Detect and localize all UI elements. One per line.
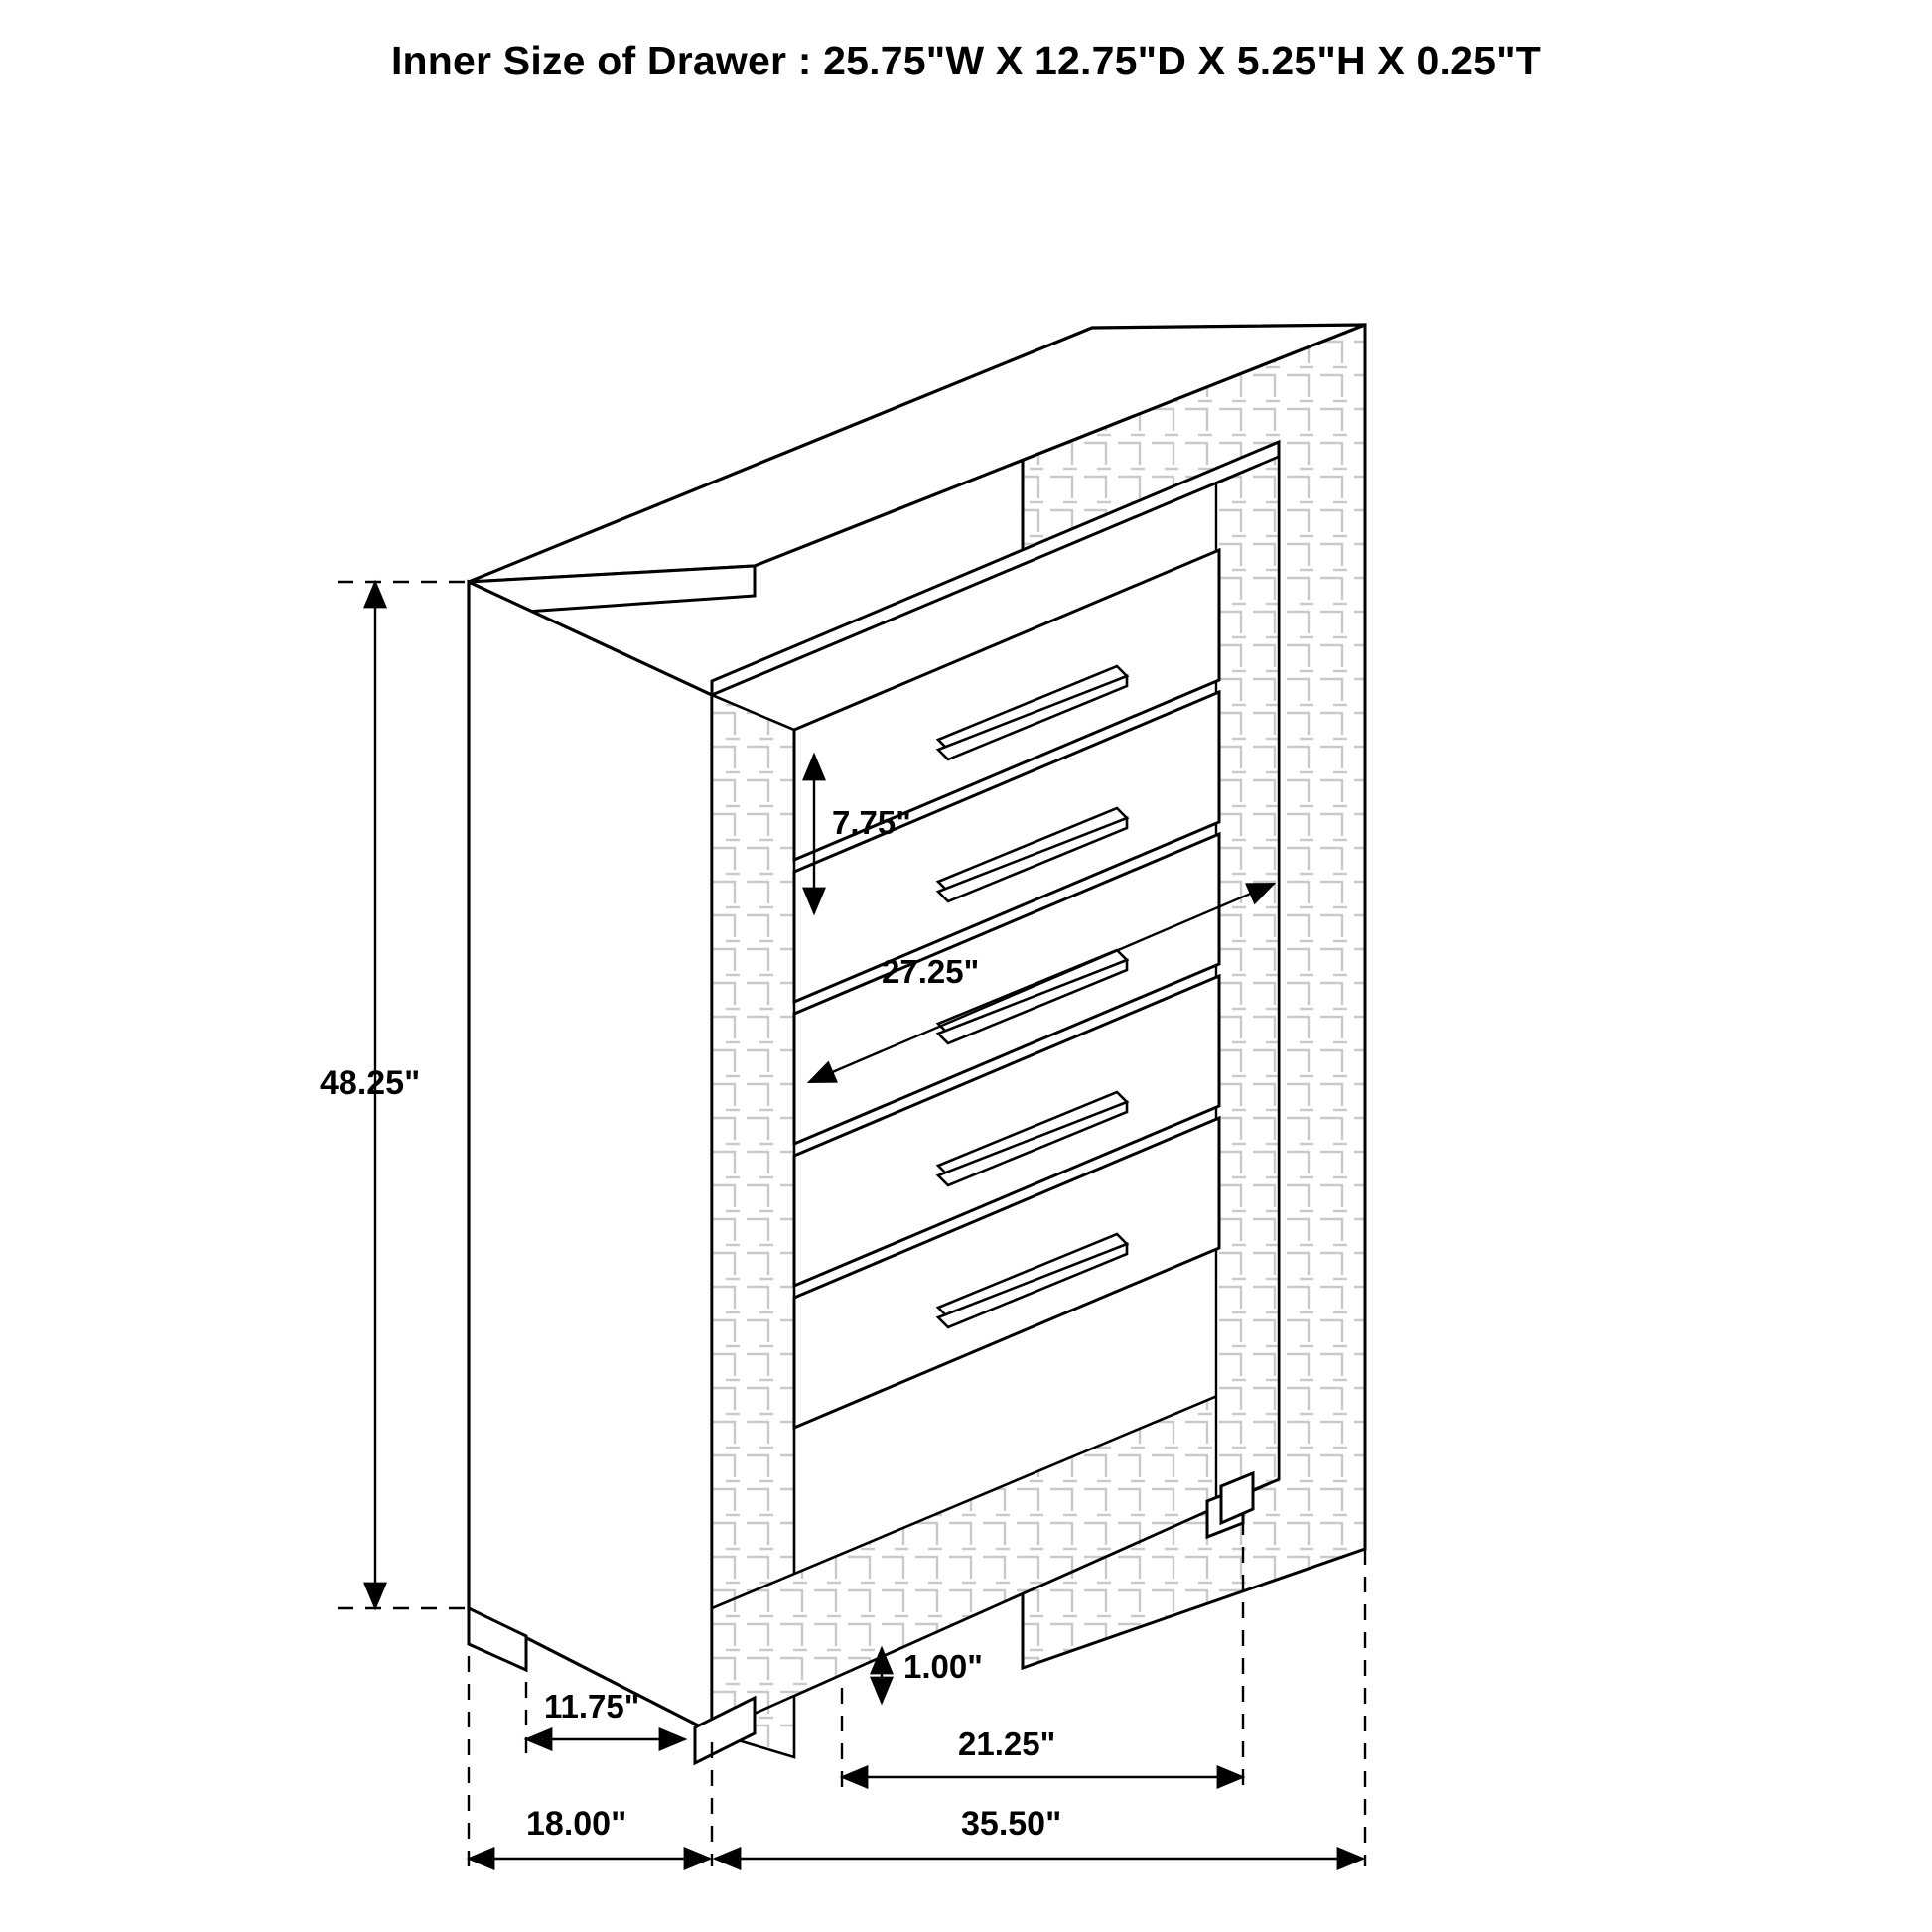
dim-foot-span-front: 21.25"	[958, 1725, 1056, 1762]
dim-leg-height: 1.00"	[903, 1648, 983, 1685]
dim-side-depth-inner: 11.75"	[544, 1688, 640, 1725]
dim-overall-width: 35.50"	[961, 1805, 1062, 1843]
dim-overall-depth: 18.00"	[526, 1805, 627, 1843]
page-title: Inner Size of Drawer : 25.75"W X 12.75"D X 5.25"H X 0.25"T	[390, 38, 1542, 83]
dim-drawer-front-height: 7.75"	[832, 804, 911, 841]
dim-drawer-front-width: 27.25"	[882, 953, 980, 990]
dim-overall-height: 48.25"	[320, 1064, 421, 1102]
